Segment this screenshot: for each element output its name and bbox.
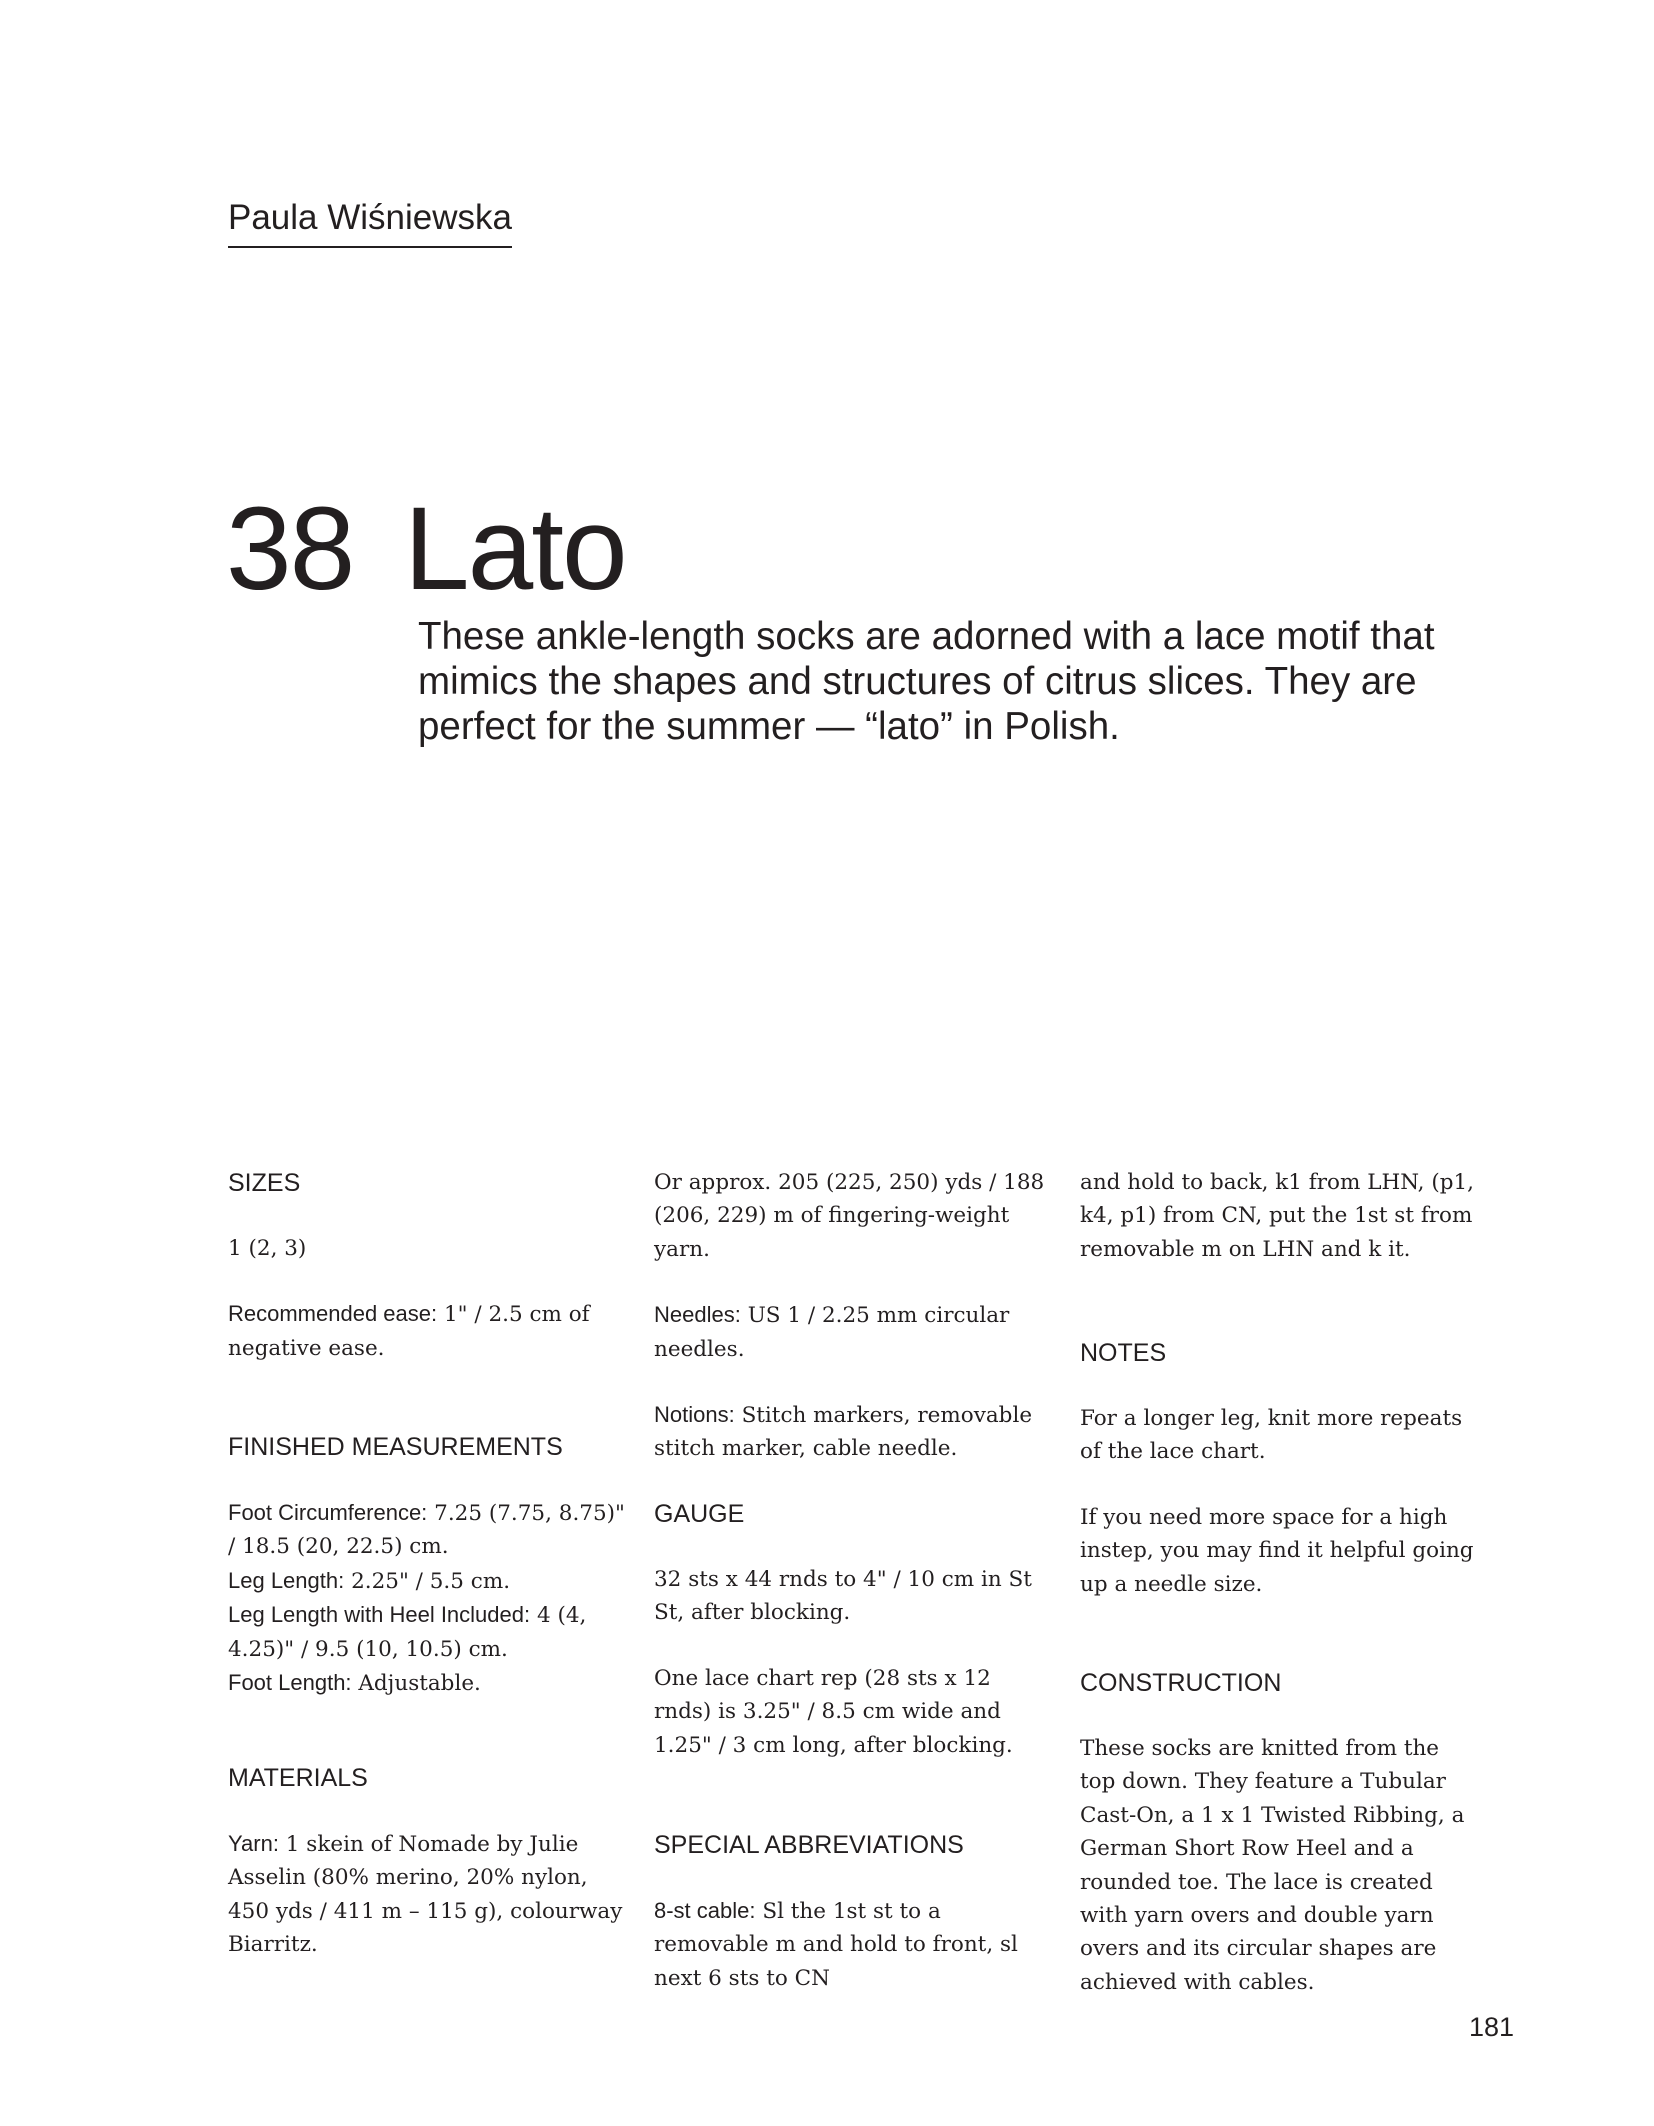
needles-label: Needles: [654, 1302, 741, 1328]
notes-text-2: If you need more space for a high instep, you may find it helpful going up a needle size. [1080, 1504, 1474, 1597]
notes-heading: NOTES [1080, 1339, 1167, 1367]
construction-section [1080, 1666, 1480, 1999]
yarn [228, 1827, 628, 1962]
finished-measurements-heading: FINISHED MEASUREMENTS [228, 1433, 563, 1461]
notions [654, 1398, 1054, 1466]
foot-circumference-text: 7.25 (7.75, 8.75)" / 18.5 (20, 22.5) cm. [228, 1501, 625, 1560]
needles [654, 1298, 1054, 1366]
notions-text: Stitch markers, removable stitch marker, cable needle. [654, 1403, 1033, 1462]
gauge-lace: One lace chart rep (28 sts x 12 rnds) is 3.25" / 8.5 cm wide and 1.25" / 3 cm long, after blocking. [654, 1665, 1013, 1758]
yarn-label: Yarn: [228, 1831, 279, 1856]
sizes-value: 1 (2, 3) [228, 1236, 307, 1261]
construction-heading: CONSTRUCTION [1080, 1669, 1282, 1697]
notions-label: Notions: [654, 1402, 735, 1428]
materials-section [228, 1761, 628, 1962]
gauge-section [654, 1497, 1054, 1762]
construction-text: These socks are knitted from the top down. They feature a Tubular Cast-On, a 1 x 1 Twisted Ribbing, a German Short Row Heel and a rounded toe. The lace is created with yarn overs and double yarn overs and its circular shapes are achieved with cables. [1080, 1736, 1465, 1995]
author-name: Paula Wiśniewska [228, 196, 512, 248]
materials-continued [654, 1166, 1054, 1466]
leg-length-heel-label: Leg Length with Heel Included: [228, 1602, 531, 1628]
leg-length-text: 2.25" / 5.5 cm. [351, 1568, 511, 1594]
recommended-ease [228, 1297, 628, 1365]
foot-length-text: Adjustable. [358, 1671, 481, 1697]
notes-text-1: For a longer leg, knit more repeats of the lace chart. [1080, 1406, 1463, 1465]
foot-circumference [228, 1496, 628, 1564]
sizes-section [228, 1166, 628, 1365]
leg-length-heel-text: 4 (4, 4.25)" / 9.5 (10, 10.5) cm. [228, 1603, 587, 1662]
yarn-text: 1 skein of Nomade by Julie Asselin (80% merino, 20% nylon, 450 yds / 411 m – 115 g), colourway Biarritz. [228, 1832, 623, 1958]
needles-text: US 1 / 2.25 mm circular needles. [654, 1303, 1010, 1362]
ease-text: 1" / 2.5 cm of negative ease. [228, 1302, 590, 1361]
cable-label: 8-st cable: [654, 1898, 756, 1923]
sizes-heading: SIZES [228, 1169, 301, 1197]
foot-length-label: Foot Length: [228, 1670, 352, 1696]
foot-circumference-label: Foot Circumference: [228, 1500, 428, 1525]
cable-abbreviation [654, 1894, 1054, 1995]
pattern-title [226, 484, 626, 614]
foot-length [228, 1666, 628, 1700]
materials-heading: MATERIALS [228, 1764, 368, 1792]
leg-length [228, 1564, 628, 1598]
gauge-stitch: 32 sts x 44 rnds to 4" / 10 cm in St St, after blocking. [654, 1567, 1032, 1626]
special-abbreviations-heading: SPECIAL ABBREVIATIONS [654, 1831, 964, 1859]
gauge-heading: GAUGE [654, 1500, 745, 1528]
pattern-name: Lato [404, 483, 626, 616]
leg-length-heel [228, 1598, 628, 1666]
special-abbreviations-continued [1080, 1166, 1480, 1266]
pattern-number: 38 [226, 483, 354, 616]
finished-measurements-section [228, 1430, 628, 1700]
cable-text: Sl the 1st st to a removable m and hold to front, sl next 6 sts to CN [654, 1899, 1018, 1991]
intro-paragraph: These ankle-length socks are adorned with a lace motif that mimics the shapes and structures of citrus slices. They are perfect for the summer — “lato” in Polish. [418, 614, 1435, 748]
page-number: 181 [1468, 2012, 1514, 2042]
leg-length-label: Leg Length: [228, 1567, 345, 1593]
notes-section [1080, 1336, 1480, 1601]
ease-label: Recommended ease: [228, 1301, 438, 1327]
cable-text-continued: and hold to back, k1 from LHN, (p1, k4, p1) from CN, put the 1st st from removable m on LHN and k it. [1080, 1170, 1475, 1262]
yarn-alternative: Or approx. 205 (225, 250) yds / 188 (206, 229) m of fingering-weight yarn. [654, 1170, 1045, 1262]
special-abbreviations-section [654, 1828, 1054, 1995]
